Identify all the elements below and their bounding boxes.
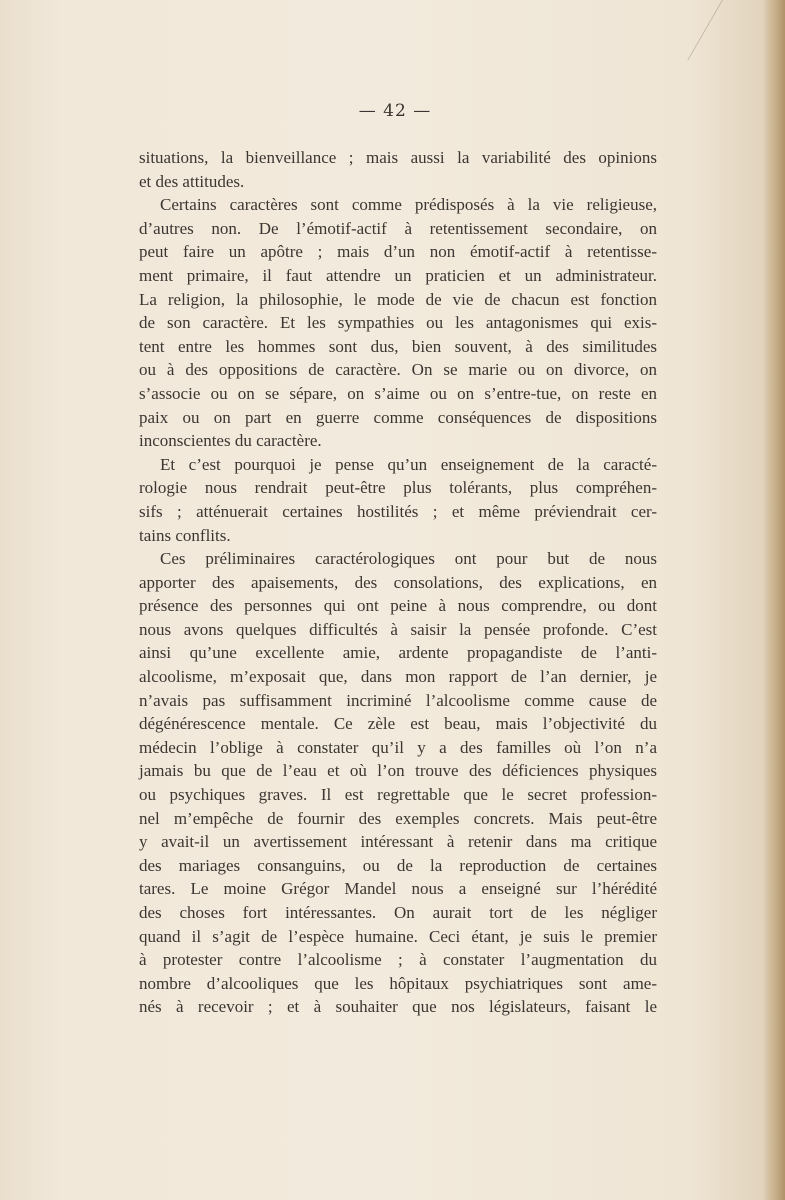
text-line: Ces préliminaires caractérologiques ont pour but de nous <box>160 549 657 569</box>
text-line: jamais bu que de l’eau et où l’on trouve des déficiences physiques <box>139 761 657 781</box>
text-line: nombre d’alcooliques que les hôpitaux psychiatriques sont ame- <box>139 973 657 993</box>
text-line: nous avons quelques difficultés à saisir la pensée profonde. C’est <box>139 619 657 639</box>
text-line: tains conflits. <box>139 525 231 545</box>
paragraph <box>139 453 657 547</box>
text-line: et des attitudes. <box>139 171 245 191</box>
text-line: paix ou on part en guerre comme conséquences de dispositions <box>139 407 657 427</box>
page-corner-crease <box>687 0 763 60</box>
text-line: présence des personnes qui ont peine à nous comprendre, ou dont <box>139 596 657 616</box>
text-line: des choses fort intéressantes. On aurait tort de les négliger <box>139 903 657 922</box>
text-line: Et c’est pourquoi je pense qu’un enseignement de la caracté- <box>160 454 657 474</box>
paragraph <box>139 146 657 193</box>
body-text <box>139 146 657 1019</box>
paragraph <box>139 193 657 453</box>
text-line: d’autres non. De l’émotif-actif à retentissement secondaire, on <box>139 218 657 238</box>
text-line: peut faire un apôtre ; mais d’un non émotif-actif à retentisse- <box>139 242 657 262</box>
text-line: n’avais pas suffisamment incriminé l’alcoolisme comme cause de <box>139 690 657 710</box>
text-line: tent entre les hommes sont dus, bien souvent, à des similitudes <box>139 336 657 356</box>
text-line: sifs ; atténuerait certaines hostilités ; et même préviendrait cer- <box>139 501 657 521</box>
page-edge-shadow <box>763 0 785 1200</box>
text-line: ainsi qu’une excellente amie, ardente propagandiste de l’anti- <box>139 643 657 663</box>
text-line: quand il s’agit de l’espèce humaine. Ceci étant, je suis le premier <box>139 926 657 946</box>
text-line: tares. Le moine Grégor Mandel nous a enseigné sur l’hérédité <box>139 879 657 899</box>
text-line: nés à recevoir ; et à souhaiter que nos législateurs, faisant le <box>139 997 657 1017</box>
text-line: nel m’empêche de fournir des exemples concrets. Mais peut-être <box>139 808 657 828</box>
text-line: alcoolisme, m’exposait que, dans mon rapport de l’an dernier, je <box>139 667 657 687</box>
page-number: — 42 — <box>358 101 432 121</box>
text-line: des mariages consanguins, ou de la reproduction de certaines <box>139 855 657 875</box>
text-line: dégénérescence mentale. Ce zèle est beau, mais l’objectivité du <box>139 714 657 734</box>
text-line: de son caractère. Et les sympathies ou les antagonismes qui exis- <box>139 313 657 333</box>
text-line: médecin l’oblige à constater qu’il y a des familles où l’on n’a <box>139 737 657 757</box>
text-line: y avait-il un avertissement intéressant à retenir dans ma critique <box>139 832 657 852</box>
text-line: ou psychiques graves. Il est regrettable que le secret profession- <box>139 785 657 805</box>
text-line: ou à des oppositions de caractère. On se marie ou on divorce, on <box>139 360 657 380</box>
text-line: situations, la bienveillance ; mais aussi la variabilité des opinions <box>139 148 657 167</box>
text-line: ment primaire, il faut attendre un praticien et un administrateur. <box>139 265 657 285</box>
text-line: rologie nous rendrait peut-être plus tolérants, plus compréhen- <box>139 478 657 498</box>
text-line: apporter des apaisements, des consolations, des explications, en <box>139 572 657 592</box>
text-line: s’associe ou on se sépare, on s’aime ou on s’entre-tue, on reste en <box>139 383 657 403</box>
text-line: La religion, la philosophie, le mode de vie de chacun est fonction <box>139 289 657 309</box>
text-line: à protester contre l’alcoolisme ; à constater l’augmentation du <box>139 950 657 970</box>
text-line: Certains caractères sont comme prédisposés à la vie religieuse, <box>160 195 657 215</box>
paragraph <box>139 547 657 1019</box>
text-line: inconscientes du caractère. <box>139 431 322 451</box>
